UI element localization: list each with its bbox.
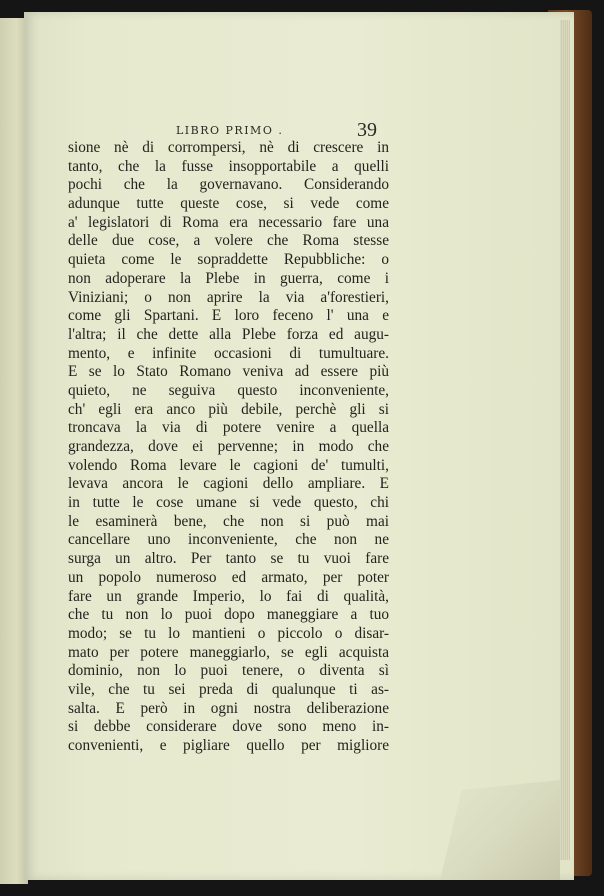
text-line: fare un grande Imperio, lo fai di qualità, xyxy=(68,587,389,605)
text-line: adunque tutte queste cose, si vede come xyxy=(68,195,389,213)
text-line: quieto, ne seguiva questo inconveniente, xyxy=(68,381,389,399)
running-head: LIBRO PRIMO . xyxy=(176,124,284,137)
text-line: le esaminerà bene, che non si può mai xyxy=(68,512,389,530)
text-line: surga un altro. Per tanto se tu vuoi fare xyxy=(68,550,389,568)
text-line: volendo Roma levare le cagioni de' tumulti, xyxy=(68,456,389,474)
text-line: levava ancora le cagioni dello ampliare. E xyxy=(68,475,389,493)
text-line: delle due cose, a volere che Roma stesse xyxy=(68,232,389,250)
text-line: cancellare uno inconveniente, che non ne xyxy=(68,531,389,549)
text-line: non adoperare la Plebe in guerra, come i xyxy=(68,269,389,287)
text-line: modo; se tu lo mantieni o piccolo o disar- xyxy=(68,624,389,642)
text-line: troncava la via di potere venire a quella xyxy=(68,419,389,437)
text-line: Viniziani; o non aprire la via a'forestieri, xyxy=(68,288,389,306)
text-line: un popolo numeroso ed armato, per poter xyxy=(68,568,389,586)
body-text xyxy=(68,139,389,756)
text-line: in tutte le cose umane si vede questo, chi xyxy=(68,494,389,512)
page-number: 39 xyxy=(357,119,377,141)
page-stack-edge xyxy=(560,20,570,860)
text-line: mento, e infinite occasioni di tumultuare. xyxy=(68,344,389,362)
text-line: l'altra; il che dette alla Plebe forza ed augu- xyxy=(68,325,389,343)
text-line: a' legislatori di Roma era necessario fare una xyxy=(68,213,389,231)
text-line: E se lo Stato Romano veniva ad essere più xyxy=(68,363,389,381)
text-line: come gli Spartani. E loro feceno l' una e xyxy=(68,307,389,325)
text-line: ch' egli era anco più debile, perchè gli si xyxy=(68,400,389,418)
text-line: dominio, non lo puoi tenere, o diventa sì xyxy=(68,662,389,680)
text-line: quieta come le sopraddette Repubbliche: o xyxy=(68,251,389,269)
text-line: convenienti, e pigliare quello per migliore xyxy=(68,737,389,754)
text-line: si debbe considerare dove sono meno in- xyxy=(68,718,389,736)
text-line: sione nè di corrompersi, nè di crescere in xyxy=(68,139,389,156)
text-line: pochi che la governavano. Considerando xyxy=(68,176,389,194)
text-line: vile, che tu sei preda di qualunque ti as- xyxy=(68,680,389,698)
text-line: tanto, che la fusse insopportabile a quelli xyxy=(68,157,389,175)
text-line: mato per potere maneggiarlo, se egli acquista xyxy=(68,643,389,661)
text-line: salta. E però in ogni nostra deliberazione xyxy=(68,699,389,717)
text-line: grandezza, dove ei pervenne; in modo che xyxy=(68,438,389,455)
text-line: che tu non lo puoi dopo maneggiare a tuo xyxy=(68,606,389,624)
